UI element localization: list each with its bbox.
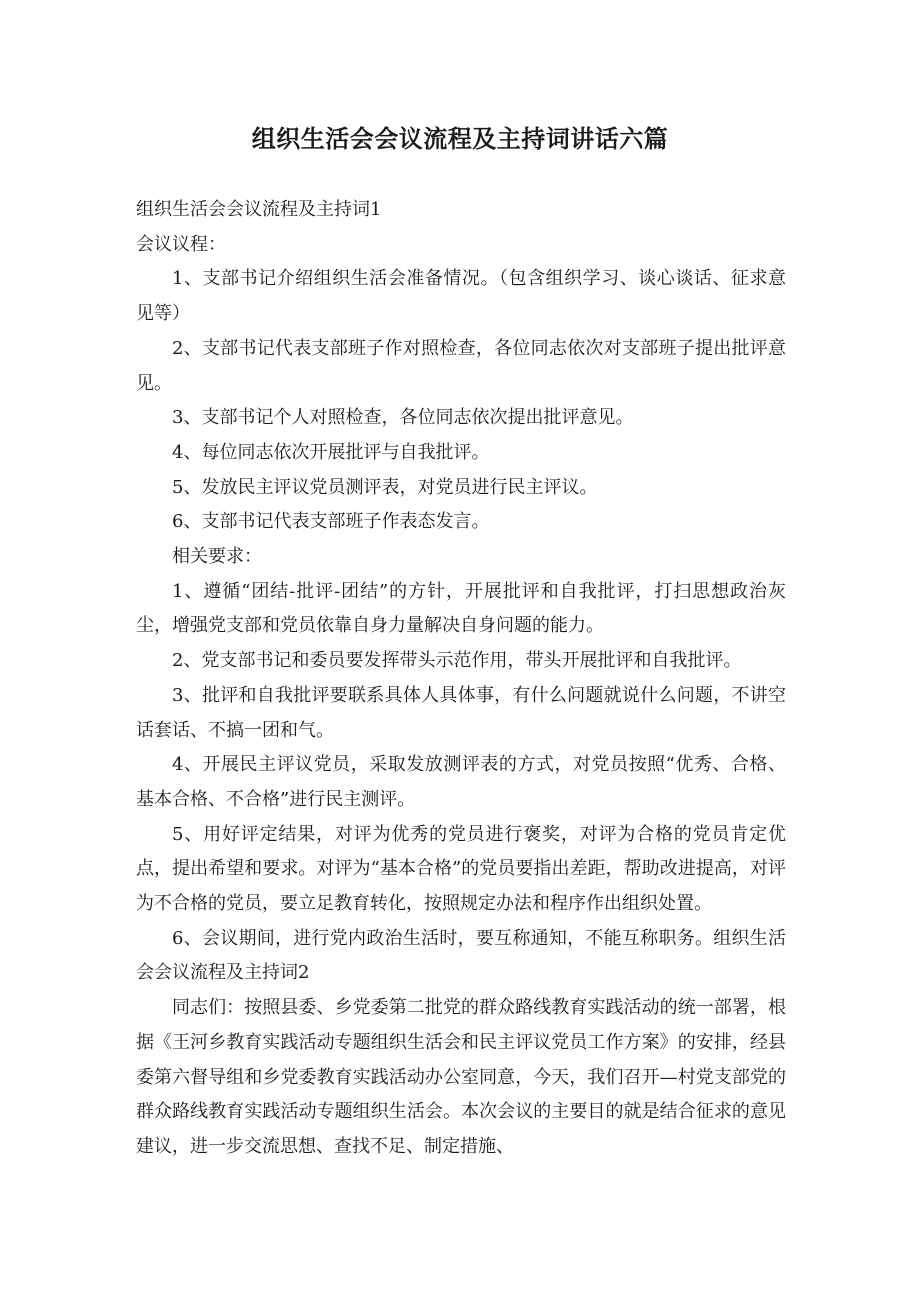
paragraph: 5、用好评定结果，对评为优秀的党员进行褒奖，对评为合格的党员肯定优点，提出希望和要求。对评为“基本合格”的党员要指出差距，帮助改进提高，对评为不合格的党员，要立足教育转化，按照规定办法和程序作出组织处置。 — [136, 823, 786, 915]
paragraph: 1、遵循“团结-批评-团结”的方针，开展批评和自我批评，打扫思想政治灰尘，增强党支部和党员依靠自身力量解决自身问题的能力。 — [136, 580, 786, 637]
paragraph: 3、支部书记个人对照检查，各位同志依次提出批评意见。 — [172, 407, 634, 429]
paragraph: 6、会议期间，进行党内政治生活时，要互称通知，不能互称职务。组织生活会会议流程及主持词2 — [136, 927, 786, 984]
paragraph: 2、党支部书记和委员要发挥带头示范作用，带头开展批评和自我批评。 — [172, 650, 742, 672]
paragraph: 4、开展民主评议党员，采取发放测评表的方式，对党员按照“优秀、合格、基本合格、不合格”进行民主测评。 — [136, 754, 786, 810]
document-body — [136, 193, 786, 1165]
paragraph: 5、发放民主评议党员测评表，对党员进行民主评议。 — [172, 476, 598, 498]
section-heading: 组织生活会会议流程及主持词1 — [136, 199, 382, 220]
paragraph: 3、批评和自我批评要联系具体人具体事，有什么问题就说什么问题，不讲空话套话、不搞一团和气。 — [136, 684, 786, 741]
paragraph: 4、每位同志依次开展批评与自我批评。 — [172, 441, 490, 463]
paragraph: 同志们：按照县委、乡党委第二批党的群众路线教育实践活动的统一部署，根据《王河乡教育实践活动专题组织生活会和民主评议党员工作方案》的安排，经县委第六督导组和乡党委教育实践活动办公室同意，今天，我们召开—村党支部党的群众路线教育实践活动专题组织生活会。本次会议的主要目的就是结合征求的意见建议，进一步交流思想、查找不足、制定措施、 — [136, 997, 786, 1157]
agenda-heading: 会议议程： — [136, 233, 226, 255]
paragraph: 6、支部书记代表支部班子作表态发言。 — [172, 511, 490, 533]
paragraph: 2、支部书记代表支部班子作对照检查，各位同志依次对支部班子提出批评意见。 — [136, 337, 786, 394]
paragraph: 1、支部书记介绍组织生活会准备情况。（包含组织学习、谈心谈话、征求意见等） — [136, 268, 786, 325]
document-title: 组织生活会会议流程及主持词讲话六篇 — [251, 125, 669, 153]
requirements-heading: 相关要求： — [172, 546, 262, 568]
